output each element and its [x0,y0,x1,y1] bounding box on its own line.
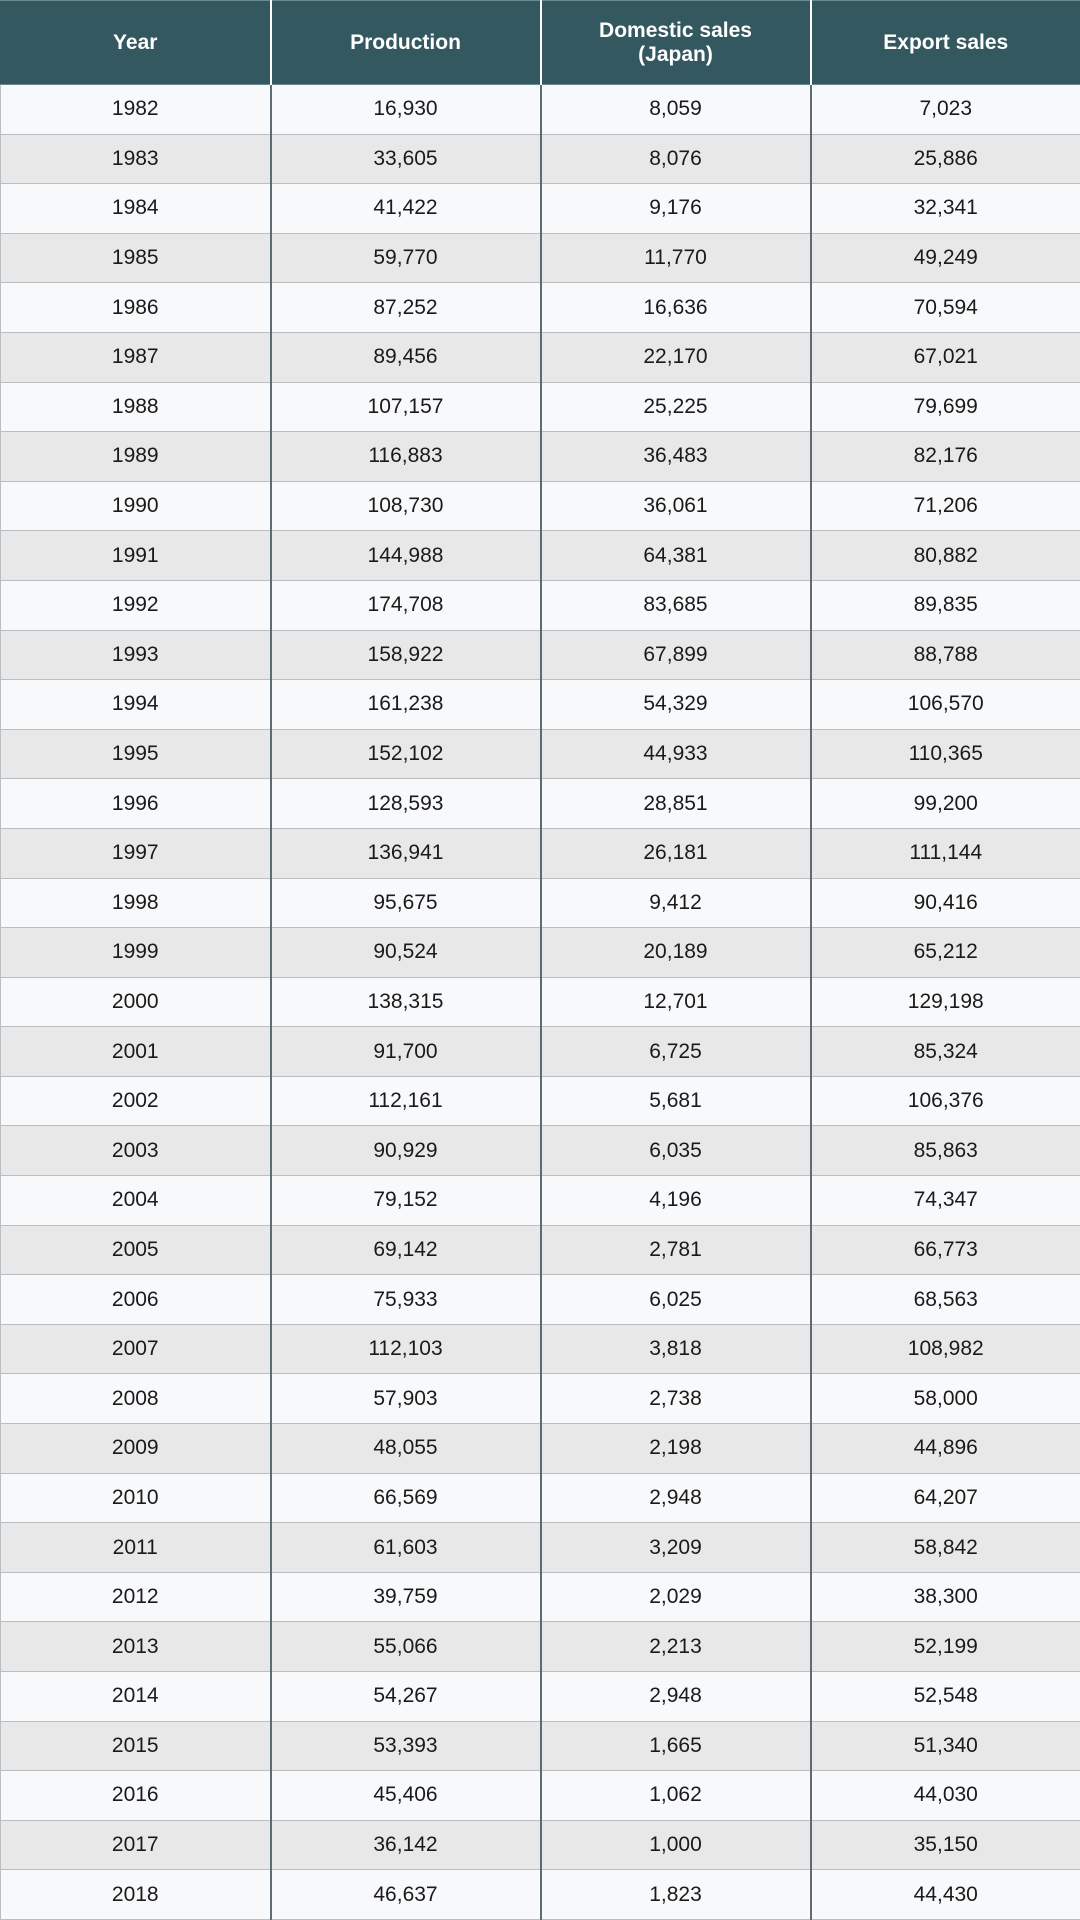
cell-year: 2000 [1,977,271,1027]
table-row [1,283,1080,333]
cell-production: 16,930 [271,85,541,135]
cell-domestic-sales: 36,061 [541,481,811,531]
table-row [1,184,1080,234]
column-header-domestic-sales: Domestic sales (Japan) [541,1,811,85]
table-row [1,432,1080,482]
cell-year: 2014 [1,1672,271,1722]
cell-production: 61,603 [271,1523,541,1573]
cell-year: 1996 [1,779,271,829]
table-row [1,977,1080,1027]
cell-export-sales: 67,021 [811,332,1080,382]
cell-export-sales: 44,896 [811,1424,1080,1474]
table-row [1,1473,1080,1523]
cell-domestic-sales: 4,196 [541,1176,811,1226]
cell-domestic-sales: 22,170 [541,332,811,382]
cell-year: 1987 [1,332,271,382]
cell-production: 69,142 [271,1225,541,1275]
cell-domestic-sales: 1,000 [541,1820,811,1870]
cell-production: 79,152 [271,1176,541,1226]
cell-domestic-sales: 36,483 [541,432,811,482]
cell-domestic-sales: 9,412 [541,878,811,928]
table-row [1,1126,1080,1176]
cell-domestic-sales: 8,059 [541,85,811,135]
cell-export-sales: 90,416 [811,878,1080,928]
cell-export-sales: 82,176 [811,432,1080,482]
cell-year: 2009 [1,1424,271,1474]
table-row [1,828,1080,878]
cell-year: 1992 [1,580,271,630]
cell-year: 1988 [1,382,271,432]
cell-year: 2002 [1,1076,271,1126]
table-row [1,680,1080,730]
table-row [1,85,1080,135]
cell-year: 1983 [1,134,271,184]
table-row [1,531,1080,581]
cell-export-sales: 99,200 [811,779,1080,829]
cell-export-sales: 65,212 [811,928,1080,978]
cell-export-sales: 7,023 [811,85,1080,135]
cell-domestic-sales: 25,225 [541,382,811,432]
cell-production: 91,700 [271,1027,541,1077]
cell-production: 108,730 [271,481,541,531]
table-row [1,729,1080,779]
table-row [1,1424,1080,1474]
cell-year: 2012 [1,1572,271,1622]
table-row [1,1176,1080,1226]
cell-year: 1995 [1,729,271,779]
cell-production: 112,161 [271,1076,541,1126]
cell-year: 2007 [1,1324,271,1374]
table-row [1,1275,1080,1325]
cell-production: 33,605 [271,134,541,184]
cell-production: 136,941 [271,828,541,878]
cell-production: 54,267 [271,1672,541,1722]
table-row [1,1076,1080,1126]
cell-production: 107,157 [271,382,541,432]
table-row [1,1027,1080,1077]
cell-export-sales: 66,773 [811,1225,1080,1275]
cell-production: 39,759 [271,1572,541,1622]
table-row [1,1771,1080,1821]
table-row [1,1225,1080,1275]
cell-domestic-sales: 20,189 [541,928,811,978]
cell-export-sales: 80,882 [811,531,1080,581]
cell-production: 112,103 [271,1324,541,1374]
table-row [1,1672,1080,1722]
cell-domestic-sales: 2,198 [541,1424,811,1474]
table-header [1,1,1080,85]
cell-domestic-sales: 3,818 [541,1324,811,1374]
cell-export-sales: 25,886 [811,134,1080,184]
column-header-export-sales: Export sales [811,1,1080,85]
cell-export-sales: 70,594 [811,283,1080,333]
cell-year: 1994 [1,680,271,730]
cell-domestic-sales: 1,665 [541,1721,811,1771]
cell-export-sales: 52,548 [811,1672,1080,1722]
cell-year: 2015 [1,1721,271,1771]
cell-year: 2005 [1,1225,271,1275]
cell-production: 55,066 [271,1622,541,1672]
cell-production: 138,315 [271,977,541,1027]
cell-production: 90,929 [271,1126,541,1176]
cell-production: 45,406 [271,1771,541,1821]
cell-production: 46,637 [271,1870,541,1920]
table-row [1,630,1080,680]
cell-production: 66,569 [271,1473,541,1523]
table-row [1,1820,1080,1870]
cell-export-sales: 89,835 [811,580,1080,630]
cell-production: 53,393 [271,1721,541,1771]
table-row [1,1721,1080,1771]
cell-export-sales: 85,324 [811,1027,1080,1077]
table-row [1,233,1080,283]
cell-production: 95,675 [271,878,541,928]
cell-production: 87,252 [271,283,541,333]
cell-export-sales: 32,341 [811,184,1080,234]
cell-export-sales: 44,430 [811,1870,1080,1920]
cell-year: 2008 [1,1374,271,1424]
cell-year: 2006 [1,1275,271,1325]
cell-year: 2001 [1,1027,271,1077]
table-body [1,85,1080,1920]
table-row [1,1572,1080,1622]
cell-production: 90,524 [271,928,541,978]
cell-year: 1982 [1,85,271,135]
cell-domestic-sales: 5,681 [541,1076,811,1126]
cell-year: 2011 [1,1523,271,1573]
cell-production: 41,422 [271,184,541,234]
cell-export-sales: 79,699 [811,382,1080,432]
cell-year: 1991 [1,531,271,581]
table-row [1,481,1080,531]
cell-year: 1990 [1,481,271,531]
cell-domestic-sales: 16,636 [541,283,811,333]
cell-domestic-sales: 3,209 [541,1523,811,1573]
cell-export-sales: 111,144 [811,828,1080,878]
table-row [1,1523,1080,1573]
header-row [1,1,1080,85]
cell-year: 1999 [1,928,271,978]
cell-domestic-sales: 44,933 [541,729,811,779]
cell-year: 1997 [1,828,271,878]
cell-domestic-sales: 6,025 [541,1275,811,1325]
table-row [1,1324,1080,1374]
cell-domestic-sales: 2,213 [541,1622,811,1672]
cell-export-sales: 106,376 [811,1076,1080,1126]
cell-domestic-sales: 54,329 [541,680,811,730]
cell-export-sales: 88,788 [811,630,1080,680]
cell-production: 59,770 [271,233,541,283]
cell-year: 1984 [1,184,271,234]
cell-export-sales: 64,207 [811,1473,1080,1523]
cell-domestic-sales: 28,851 [541,779,811,829]
cell-domestic-sales: 2,781 [541,1225,811,1275]
cell-domestic-sales: 2,948 [541,1473,811,1523]
cell-year: 1998 [1,878,271,928]
cell-domestic-sales: 11,770 [541,233,811,283]
cell-year: 2018 [1,1870,271,1920]
cell-year: 2010 [1,1473,271,1523]
cell-export-sales: 106,570 [811,680,1080,730]
table-row [1,928,1080,978]
table-row [1,134,1080,184]
table-row [1,878,1080,928]
cell-export-sales: 44,030 [811,1771,1080,1821]
cell-production: 174,708 [271,580,541,630]
table-row [1,1374,1080,1424]
cell-production: 57,903 [271,1374,541,1424]
cell-domestic-sales: 2,948 [541,1672,811,1722]
cell-production: 89,456 [271,332,541,382]
cell-domestic-sales: 6,035 [541,1126,811,1176]
cell-production: 152,102 [271,729,541,779]
cell-domestic-sales: 2,738 [541,1374,811,1424]
cell-production: 36,142 [271,1820,541,1870]
cell-export-sales: 74,347 [811,1176,1080,1226]
cell-domestic-sales: 67,899 [541,630,811,680]
cell-year: 1986 [1,283,271,333]
cell-export-sales: 35,150 [811,1820,1080,1870]
cell-year: 2004 [1,1176,271,1226]
cell-production: 158,922 [271,630,541,680]
cell-production: 144,988 [271,531,541,581]
cell-export-sales: 71,206 [811,481,1080,531]
table-row [1,580,1080,630]
cell-domestic-sales: 64,381 [541,531,811,581]
cell-domestic-sales: 6,725 [541,1027,811,1077]
cell-export-sales: 52,199 [811,1622,1080,1672]
cell-production: 75,933 [271,1275,541,1325]
cell-export-sales: 68,563 [811,1275,1080,1325]
table-row [1,382,1080,432]
cell-year: 1989 [1,432,271,482]
cell-year: 1985 [1,233,271,283]
cell-export-sales: 51,340 [811,1721,1080,1771]
cell-domestic-sales: 83,685 [541,580,811,630]
cell-year: 2016 [1,1771,271,1821]
cell-export-sales: 49,249 [811,233,1080,283]
cell-domestic-sales: 12,701 [541,977,811,1027]
cell-production: 48,055 [271,1424,541,1474]
column-header-year: Year [1,1,271,85]
cell-export-sales: 85,863 [811,1126,1080,1176]
table-row [1,1870,1080,1920]
cell-production: 161,238 [271,680,541,730]
cell-domestic-sales: 2,029 [541,1572,811,1622]
cell-export-sales: 110,365 [811,729,1080,779]
cell-domestic-sales: 1,823 [541,1870,811,1920]
cell-year: 2013 [1,1622,271,1672]
cell-year: 2017 [1,1820,271,1870]
cell-export-sales: 58,842 [811,1523,1080,1573]
table-row [1,332,1080,382]
table-row [1,779,1080,829]
cell-domestic-sales: 8,076 [541,134,811,184]
cell-domestic-sales: 26,181 [541,828,811,878]
cell-domestic-sales: 1,062 [541,1771,811,1821]
column-header-production: Production [271,1,541,85]
cell-year: 1993 [1,630,271,680]
table-row [1,1622,1080,1672]
cell-domestic-sales: 9,176 [541,184,811,234]
cell-export-sales: 108,982 [811,1324,1080,1374]
cell-year: 2003 [1,1126,271,1176]
cell-production: 128,593 [271,779,541,829]
cell-export-sales: 129,198 [811,977,1080,1027]
cell-export-sales: 38,300 [811,1572,1080,1622]
cell-production: 116,883 [271,432,541,482]
cell-export-sales: 58,000 [811,1374,1080,1424]
